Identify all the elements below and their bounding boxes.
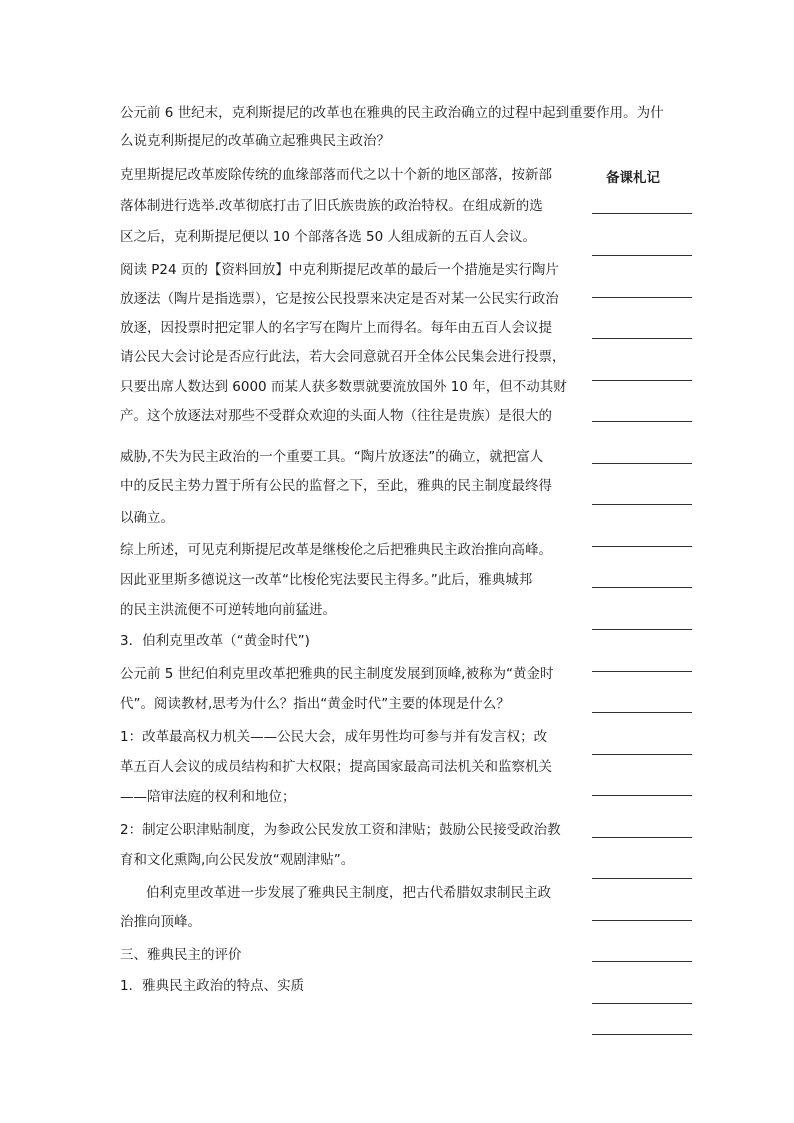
note-line	[592, 463, 692, 464]
paragraph-line: 代”。阅读教材,思考为什么？指出“黄金时代”主要的体现是什么？	[120, 696, 510, 712]
paragraph-line: 的民主洪流便不可逆转地向前猛进。	[120, 602, 336, 618]
paragraph-line: 落体制进行选举.改革彻底打击了旧氏族贵族的政治特权。在组成新的选	[120, 198, 543, 214]
paragraph-line: 公元前 5 世纪伯利克里改革把雅典的民主制度发展到顶峰,被称为“黄金时	[120, 666, 554, 682]
note-line	[592, 795, 692, 796]
paragraph-line: 产。这个放逐法对那些不受群众欢迎的头面人物（往往是贵族）是很大的	[120, 408, 552, 424]
paragraph-line: 区之后，克利斯提尼便以 10 个部落各选 50 人组成新的五百人会议。	[120, 229, 537, 245]
note-line	[592, 961, 692, 962]
note-line	[592, 421, 692, 422]
note-line	[592, 213, 692, 214]
note-line	[592, 754, 692, 755]
note-line	[592, 712, 692, 713]
intro-line-1: 公元前 6 世纪末，克利斯提尼的改革也在雅典的民主政治确立的过程中起到重要作用。为什	[120, 105, 664, 121]
note-line	[592, 587, 692, 588]
paragraph-line: 1：改革最高权力机关——公民大会，成年男性均可参与并有发言权；改	[120, 729, 548, 745]
paragraph-line: 治推向顶峰。	[120, 914, 201, 930]
paragraph-line: 以确立。	[120, 510, 174, 526]
section-heading-3: 3．伯利克里改革（“黄金时代”)	[120, 633, 310, 649]
paragraph-line: 革五百人会议的成员结构和扩大权限；提高国家最高司法机关和监察机关	[120, 759, 552, 775]
note-line	[592, 1034, 692, 1035]
note-line	[592, 338, 692, 339]
paragraph-line: 放逐法（陶片是指选票），它是按公民投票来决定是否对某一公民实行政治	[120, 291, 559, 307]
paragraph-line: 只要出席人数达到 6000 而某人获多数票就要流放国外 10 年，但不动其财	[120, 379, 567, 395]
paragraph-line: 请公民大会讨论是否应行此法，若大会同意就召开全体公民集会进行投票，	[120, 349, 566, 365]
paragraph-line: 威胁,不失为民主政治的一个重要工具。“陶片放逐法”的确立，就把富人	[120, 449, 544, 465]
notes-sidebar-title: 备课札记	[606, 170, 660, 186]
paragraph-line: 育和文化熏陶,向公民发放“观剧津贴”。	[120, 852, 355, 868]
note-line	[592, 837, 692, 838]
paragraph-line: 克里斯提尼改革废除传统的血缘部落而代之以十个新的地区部落，按新部	[120, 167, 552, 183]
paragraph-line: 伯利克里改革进一步发展了雅典民主制度，把古代希腊奴隶制民主政	[146, 885, 551, 901]
paragraph-line: 2：制定公职津贴制度，为参政公民发放工资和津贴；鼓励公民接受政治教	[120, 822, 561, 838]
note-line	[592, 504, 692, 505]
note-line	[592, 671, 692, 672]
note-line	[592, 629, 692, 630]
note-line	[592, 878, 692, 879]
paragraph-line: 因此亚里斯多德说这一改革“比梭伦宪法要民主得多。”此后，雅典城邦	[120, 572, 533, 588]
paragraph-line: 中的反民主势力置于所有公民的监督之下，至此，雅典的民主制度最终得	[120, 478, 552, 494]
list-item-heading: 1．雅典民主政治的特点、实质	[120, 978, 305, 994]
intro-line-2: 么说克利斯提尼的改革确立起雅典民主政治？	[120, 133, 390, 149]
section-heading: 三、雅典民主的评价	[120, 947, 242, 963]
note-line	[592, 380, 692, 381]
note-line	[592, 255, 692, 256]
note-line	[592, 546, 692, 547]
note-line	[592, 297, 692, 298]
note-line	[592, 1003, 692, 1004]
note-line	[592, 920, 692, 921]
paragraph-line: 阅读 P24 页的【资料回放】中克利斯提尼改革的最后一个措施是实行陶片	[120, 262, 559, 278]
paragraph-line: ——陪审法庭的权利和地位；	[120, 789, 296, 805]
paragraph-line: 综上所述，可见克利斯提尼改革是继梭伦之后把雅典民主政治推向高峰。	[120, 542, 552, 558]
paragraph-line: 放逐，因投票时把定罪人的名字写在陶片上而得名。每年由五百人会议提	[120, 320, 552, 336]
